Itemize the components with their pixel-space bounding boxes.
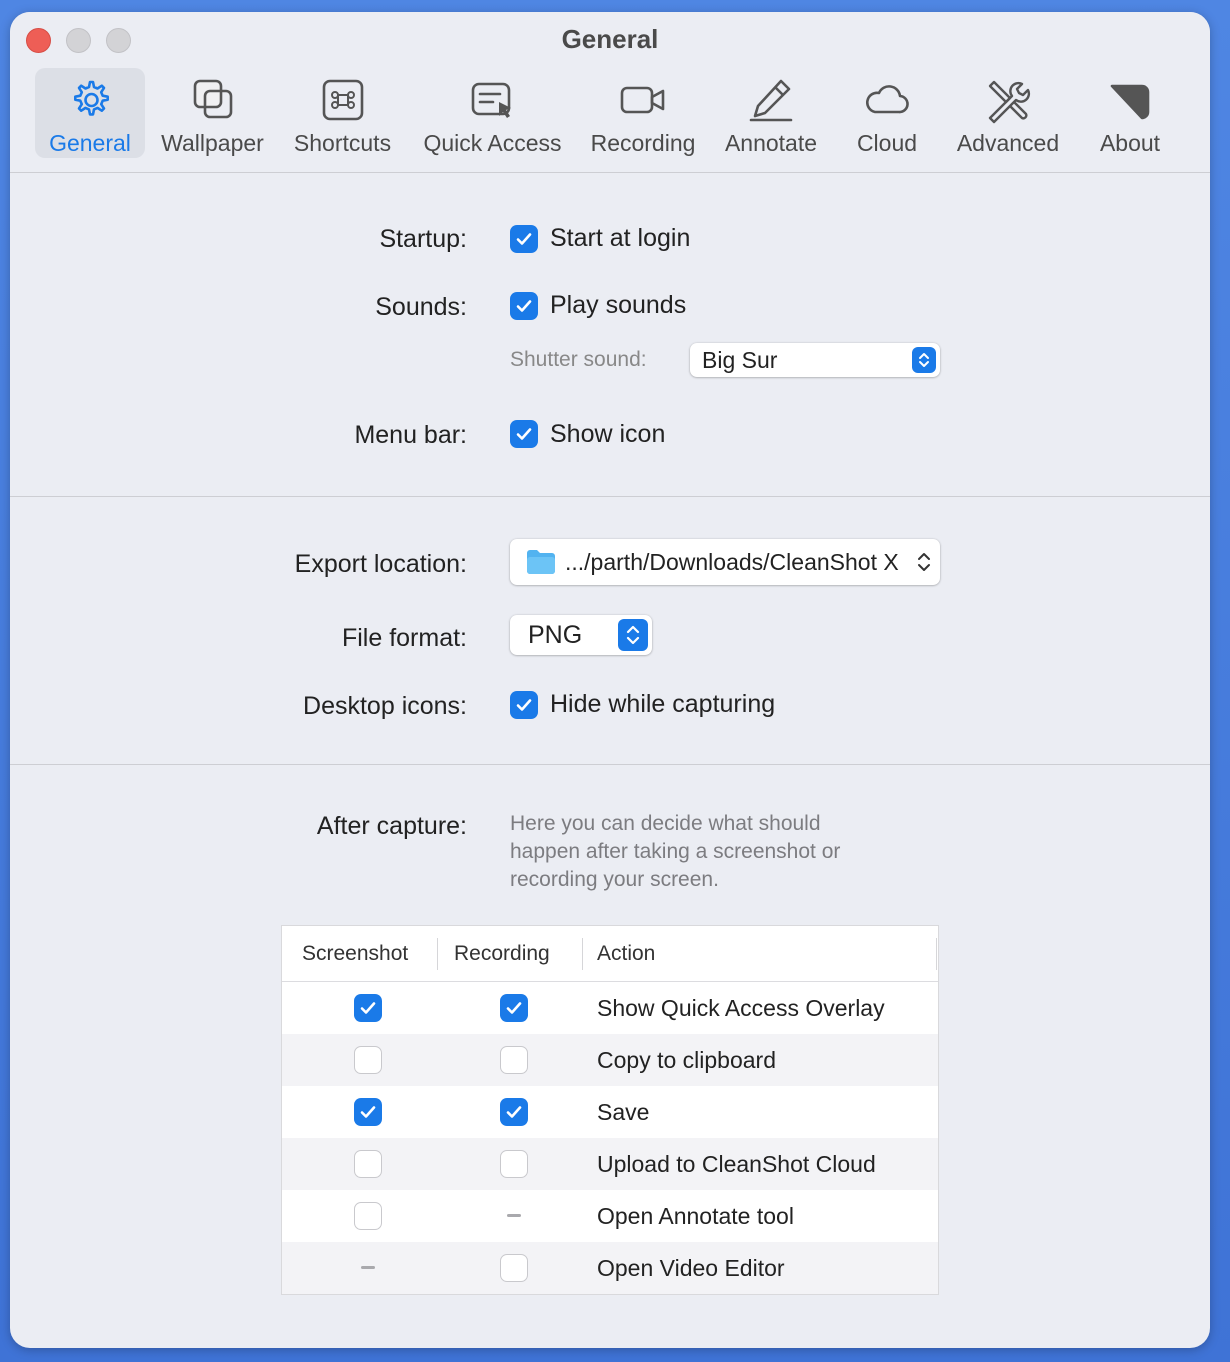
- action-label: Show Quick Access Overlay: [597, 994, 885, 1021]
- show-icon-label: Show icon: [550, 420, 666, 448]
- recording-checkbox[interactable]: [500, 1254, 528, 1282]
- tab-about-label: About: [1099, 130, 1161, 156]
- screenshot-checkbox[interactable]: [354, 1202, 382, 1230]
- play-sounds-label: Play sounds: [550, 291, 687, 319]
- checkmark-icon: [504, 1102, 524, 1122]
- recording-checkbox[interactable]: [500, 1046, 528, 1074]
- play-sounds-checkbox[interactable]: [510, 292, 538, 320]
- tab-wallpaper-label: Wallpaper: [161, 130, 264, 156]
- section-divider-1: [10, 496, 1210, 497]
- start-at-login-label: Start at login: [550, 224, 691, 252]
- tab-wallpaper[interactable]: [155, 68, 270, 158]
- tab-shortcuts-label: Shortcuts: [293, 130, 392, 156]
- table-row: [282, 1138, 938, 1190]
- tab-cloud-label: Cloud: [856, 130, 918, 156]
- tab-annotate-label: Annotate: [724, 130, 818, 156]
- sounds-label: Sounds:: [375, 293, 467, 321]
- screenshot-checkbox[interactable]: [354, 1150, 382, 1178]
- checkmark-icon: [514, 695, 534, 715]
- after-capture-label: After capture:: [316, 812, 467, 840]
- action-label: Save: [597, 1098, 650, 1125]
- wallpaper-icon: [189, 76, 237, 124]
- tab-annotate[interactable]: [715, 68, 827, 158]
- table-row: [282, 1242, 938, 1294]
- toolbar-divider: [10, 172, 1210, 173]
- recording-checkbox[interactable]: [500, 1150, 528, 1178]
- tab-advanced[interactable]: [948, 68, 1068, 158]
- section-divider-2: [10, 764, 1210, 765]
- checkmark-icon: [514, 424, 534, 444]
- tab-cloud[interactable]: [842, 68, 932, 158]
- column-header-recording[interactable]: Recording: [454, 942, 550, 965]
- hide-while-capturing-checkbox[interactable]: [510, 691, 538, 719]
- table-row: [282, 1086, 938, 1138]
- popup-chevrons-icon: [618, 619, 648, 651]
- file-format-value: PNG: [528, 620, 583, 649]
- file-format-label: File format:: [341, 624, 467, 652]
- tab-recording[interactable]: [583, 68, 703, 158]
- startup-label: Startup:: [379, 225, 467, 253]
- tab-quick-access-label: Quick Access: [423, 130, 562, 156]
- table-row: [282, 1190, 938, 1242]
- column-separator: [582, 938, 583, 970]
- tab-quick-access[interactable]: [415, 68, 570, 158]
- action-label: Open Annotate tool: [597, 1202, 794, 1229]
- tab-shortcuts[interactable]: [285, 68, 400, 158]
- about-icon: [1106, 76, 1154, 124]
- titlebar: [10, 12, 1210, 172]
- column-header-action[interactable]: Action: [597, 942, 656, 965]
- tab-general[interactable]: [35, 68, 145, 158]
- start-at-login-checkbox[interactable]: [510, 225, 538, 253]
- preferences-window: [10, 12, 1210, 1348]
- window-title: General: [561, 24, 659, 54]
- after-capture-table: [281, 925, 939, 1295]
- screenshot-unavailable-dash: [361, 1266, 375, 1269]
- checkmark-icon: [358, 1102, 378, 1122]
- screenshot-checkbox[interactable]: [354, 994, 382, 1022]
- shutter-sound-label: Shutter sound:: [510, 348, 647, 371]
- pencil-icon: [747, 76, 795, 124]
- checkmark-icon: [504, 998, 524, 1018]
- popup-chevrons-icon: [916, 550, 932, 574]
- recording-checkbox[interactable]: [500, 1098, 528, 1126]
- action-label: Upload to CleanShot Cloud: [597, 1150, 876, 1177]
- table-row: [282, 1034, 938, 1086]
- checkmark-icon: [514, 229, 534, 249]
- gear-icon: [66, 76, 114, 124]
- table-row: [282, 982, 938, 1034]
- show-icon-checkbox[interactable]: [510, 420, 538, 448]
- checkmark-icon: [358, 998, 378, 1018]
- file-format-popup[interactable]: [510, 615, 652, 655]
- folder-icon: [526, 549, 556, 575]
- shutter-sound-popup[interactable]: [690, 343, 940, 377]
- screenshot-checkbox[interactable]: [354, 1046, 382, 1074]
- recording-checkbox[interactable]: [500, 994, 528, 1022]
- export-location-value: .../parth/Downloads/CleanShot X: [565, 548, 899, 575]
- column-header-screenshot[interactable]: Screenshot: [302, 942, 409, 965]
- export-location-popup[interactable]: [510, 539, 940, 585]
- tab-advanced-label: Advanced: [956, 130, 1060, 156]
- column-separator: [437, 938, 438, 970]
- tab-recording-label: Recording: [590, 130, 696, 156]
- desktop-icons-label: Desktop icons:: [303, 692, 467, 720]
- column-separator: [936, 938, 937, 970]
- checkmark-icon: [514, 296, 534, 316]
- hide-while-capturing-label: Hide while capturing: [550, 690, 776, 718]
- action-label: Copy to clipboard: [597, 1046, 776, 1073]
- tools-icon: [984, 76, 1032, 124]
- popup-chevrons-icon: [912, 347, 936, 373]
- screenshot-checkbox[interactable]: [354, 1098, 382, 1126]
- command-key-icon: [319, 76, 367, 124]
- tab-general-label: General: [49, 130, 131, 156]
- menu-bar-label: Menu bar:: [354, 421, 467, 449]
- action-label: Open Video Editor: [597, 1254, 785, 1281]
- shutter-sound-value: Big Sur: [702, 346, 778, 373]
- video-camera-icon: [619, 76, 667, 124]
- quick-access-icon: [469, 76, 517, 124]
- export-location-label: Export location:: [294, 550, 467, 578]
- tab-about[interactable]: [1085, 68, 1175, 158]
- cloud-icon: [863, 76, 911, 124]
- recording-unavailable-dash: [507, 1214, 521, 1217]
- after-capture-help-text: Here you can decide what should happen after taking a screenshot or recording your screen.: [510, 812, 841, 891]
